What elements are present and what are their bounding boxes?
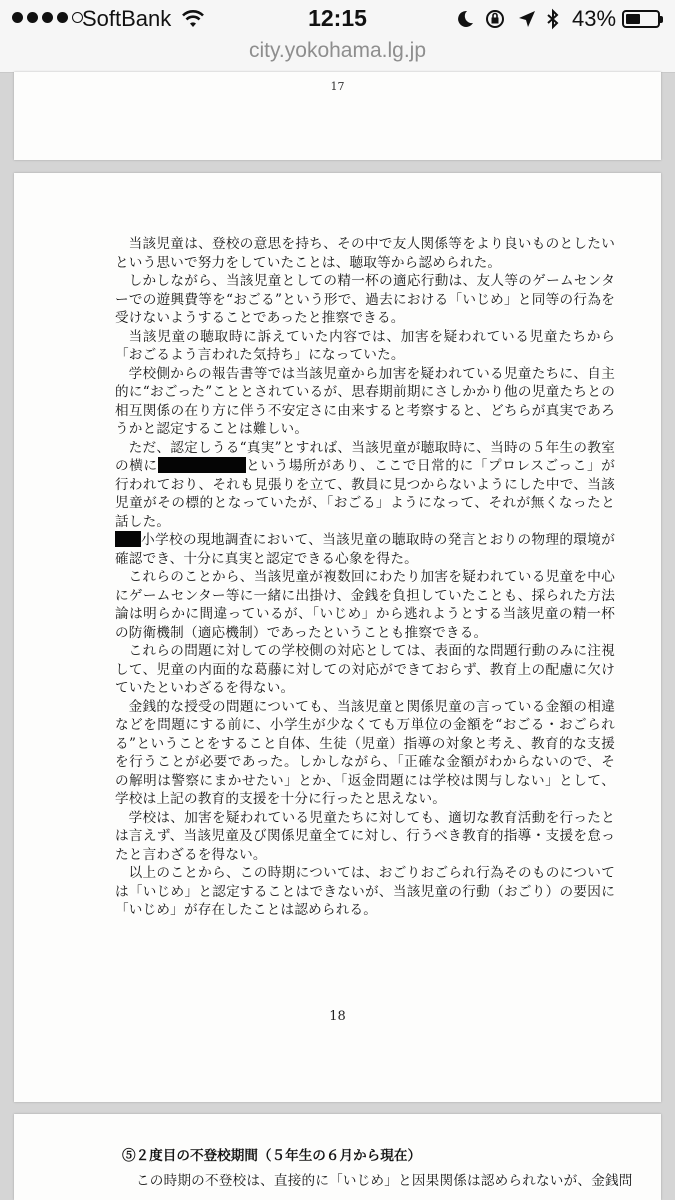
- paragraph-text: という場所があり、ここで日常的に「プロレスごっこ」が行われており、それも見張りを立て、教員に見つからないようにした中で、当該児童がその標的となっていたが、「おごる」ようになって、それが無くなったと話した。: [115, 458, 615, 530]
- paragraph: [115, 439, 615, 532]
- paragraph: しかしながら、当該児童としての精一杯の適応行動は、友人等のゲームセンターでの遊興費等を“おごる”という形で、過去における「いじめ」と同等の行為を受けないようすることであったと推察できる。: [115, 273, 615, 326]
- redaction-bar: [158, 457, 246, 473]
- paragraph: 学校は、加害を疑われている児童たちに対しても、適切な教育活動を行ったとは言えず、当該児童及び関係児童全てに対し、行うべき教育的指導・支援を怠ったと言わざるを得ない。: [115, 809, 615, 863]
- paragraph: 当該児童の聴取時に訴えていた内容では、加害を疑われている児童たちから「おごるよう言われた気持ち」になっていた。: [115, 328, 615, 363]
- paragraph: 金銭的な授受の問題についても、当該児童と関係児童の言っている金額の相違などを問題にする前に、小学生が少なくても万単位の金額を“おごる・おごられる”ということをすること自体、生徒（児童）指導の対象と考え、教育的な支援を行うことが必要であった。しかしながら、「正確な金額がわからないので、その解明は警察にまかせたい」とか、「返金問題には学校は関与しない」として、学校は上記の教育的支援を十分に行ったと思えない。: [115, 698, 615, 807]
- pdf-page-previous: [14, 72, 661, 160]
- paragraph: この時期の不登校は、直接的に「いじめ」と因果関係は認められないが、金銭問: [136, 1173, 633, 1189]
- paragraph: 当該児童は、登校の意思を持ち、その中で友人関係等をより良いものとしたいという思いで努力をしていたことは、聴取等から認められた。: [115, 236, 615, 271]
- section-heading: ⑤２度目の不登校期間（５年生の６月から現在）: [122, 1148, 422, 1164]
- paragraph-text: ただ、認定しうる“真実”とすれば、当該児童が聴取時に、当時の５年生の教室の横に: [115, 439, 615, 474]
- clock: 12:15: [308, 5, 367, 31]
- page-number: 18: [329, 1009, 346, 1024]
- address-bar[interactable]: [0, 38, 675, 73]
- battery-percent: 43%: [572, 6, 617, 31]
- battery-nub: [660, 16, 663, 23]
- bluetooth-icon: [542, 8, 564, 30]
- status-bar: [0, 0, 675, 38]
- battery-icon: [622, 10, 660, 28]
- paragraph: [115, 531, 615, 568]
- location-arrow-icon: [516, 8, 538, 30]
- redaction-bar: [115, 531, 141, 547]
- url-text[interactable]: city.yokohama.lg.jp: [248, 39, 427, 62]
- paragraph: 学校側からの報告書等では当該児童から加害を疑われている児童たちに、自主的に“おごった”こととされているが、思春期前期にさしかかり他の児童たちとの相互関係の在り方に伴う不安定さに由来すると考察すると、どちらが真実であろうかと認定することは難しい。: [115, 365, 615, 437]
- carrier-name: SoftBank: [82, 6, 172, 31]
- pdf-page-current: [14, 173, 661, 1102]
- paragraph: これらのことから、当該児童が複数回にわたり加害を疑われている児童を中心にゲームセンター等に一緒に出掛け、金銭を負担していたことも、採られた方法論は明らかに間違っているが、「いじめ」から逃れようとする当該児童の精一杯の防衛機制（適応機制）であったということも推察できる。: [115, 569, 615, 641]
- paragraph: 以上のことから、この時期については、おごりおごられ行為そのものについては「いじめ」と認定することはできないが、当該児童の行動（おごり）の要因に「いじめ」が存在したことは認められる。: [115, 865, 615, 918]
- paragraph: これらの問題に対しての学校側の対応としては、表面的な問題行動のみに注視して、児童の内面的な葛藤に対しての対応ができておらず、教育上の配慮に欠けていたといわざるを得ない。: [115, 643, 615, 696]
- paragraph-text: 小学校の現地調査において、当該児童の聴取時の発言とおりの物理的環境が確認でき、十分に真実と認定できる心象を得た。: [115, 532, 615, 567]
- pdf-page-next: [14, 1114, 661, 1200]
- orientation-lock-icon: [484, 8, 506, 30]
- document-body: [115, 235, 615, 920]
- moon-icon: [454, 8, 476, 30]
- battery-level-fill: [626, 14, 640, 24]
- previous-page-number: 17: [330, 80, 345, 93]
